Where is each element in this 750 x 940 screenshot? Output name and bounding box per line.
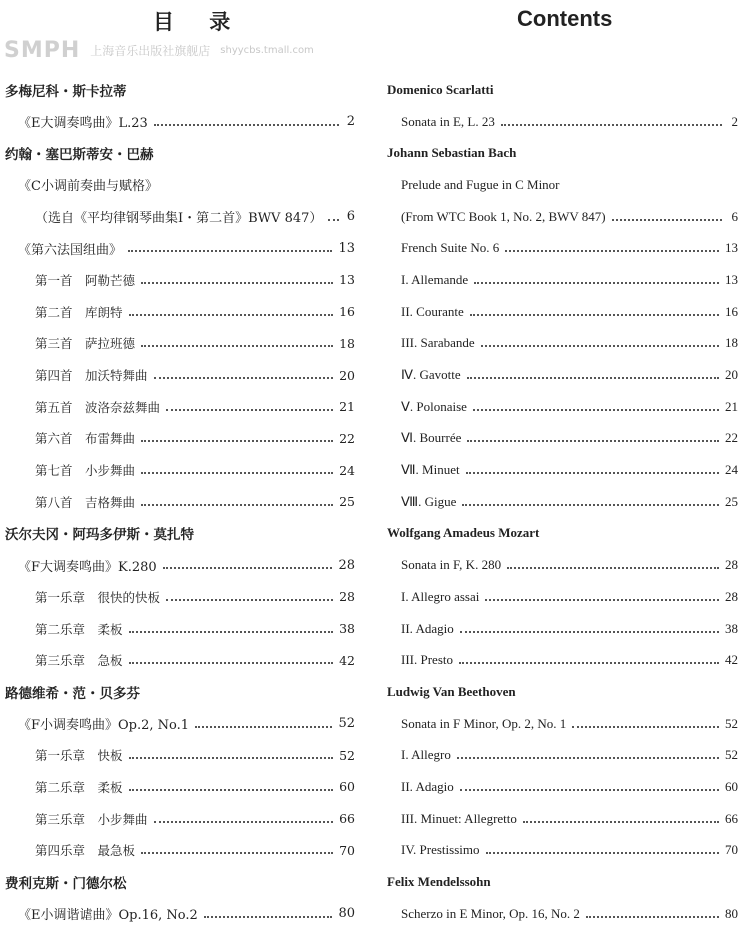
entry-title: III. Minuet: Allegretto bbox=[401, 810, 517, 826]
dot-leader bbox=[467, 440, 719, 442]
entry-title: Ⅶ. Minuet bbox=[401, 462, 460, 478]
toc-entry bbox=[387, 106, 738, 138]
page-number: 42 bbox=[339, 652, 355, 668]
toc-entry bbox=[5, 106, 355, 138]
page-number: 70 bbox=[339, 842, 355, 858]
dot-leader bbox=[473, 409, 719, 411]
page-number: 52 bbox=[725, 715, 738, 731]
entry-title: 第七首 小步舞曲 bbox=[35, 463, 136, 479]
entry-title: French Suite No. 6 bbox=[401, 240, 500, 256]
watermark bbox=[4, 36, 314, 66]
entry-title: Prelude and Fugue in C Minor bbox=[401, 176, 560, 192]
entry-title: 第二首 库朗特 bbox=[35, 304, 123, 320]
entry-title: III. Presto bbox=[401, 652, 453, 668]
page-number: 28 bbox=[725, 588, 738, 604]
dot-leader bbox=[154, 124, 339, 126]
entry-title: Sonata in E, L. 23 bbox=[401, 113, 495, 129]
page-number: 66 bbox=[725, 810, 738, 826]
page-number: 52 bbox=[725, 747, 738, 763]
page-number: 52 bbox=[339, 747, 355, 763]
page-number: 18 bbox=[725, 335, 738, 351]
dot-leader bbox=[129, 631, 334, 633]
entry-title: Wolfgang Amadeus Mozart bbox=[387, 525, 540, 541]
entry-title: 第八首 吉格舞曲 bbox=[35, 494, 136, 510]
toc-entry bbox=[387, 201, 738, 233]
page-number: 60 bbox=[339, 779, 355, 795]
dot-leader bbox=[195, 726, 332, 728]
dot-leader bbox=[507, 567, 719, 569]
entry-title: 《F大调奏鸣曲》K.280 bbox=[18, 559, 157, 575]
page-number: 13 bbox=[338, 240, 355, 256]
toc-entry bbox=[5, 898, 355, 930]
entry-title: Scherzo in E Minor, Op. 16, No. 2 bbox=[401, 905, 580, 921]
toc-entry bbox=[387, 391, 738, 423]
watermark-store: 上海音乐出版社旗舰店 bbox=[90, 44, 211, 58]
dot-leader bbox=[501, 124, 722, 126]
entry-title: （选自《平均律钢琴曲集I・第二首》BWV 847） bbox=[35, 211, 323, 227]
dot-leader bbox=[141, 472, 333, 474]
toc-entry bbox=[387, 613, 738, 645]
watermark-url: shyycbs.tmall.com bbox=[220, 45, 314, 56]
dot-leader bbox=[129, 662, 334, 664]
dot-leader bbox=[154, 377, 334, 379]
toc-entry bbox=[5, 644, 355, 676]
dot-leader bbox=[141, 852, 333, 854]
entry-title: II. Adagio bbox=[401, 620, 454, 636]
page-number: 28 bbox=[339, 589, 355, 605]
entry-title: Ⅴ. Polonaise bbox=[401, 398, 467, 414]
entry-title: 《E小调谐谑曲》Op.16, No.2 bbox=[18, 908, 198, 924]
entry-title: 《F小调奏鸣曲》Op.2, No.1 bbox=[18, 718, 190, 734]
page-number: 28 bbox=[725, 557, 738, 573]
page-number: 28 bbox=[338, 557, 355, 573]
toc-chinese bbox=[5, 74, 355, 930]
dot-leader bbox=[612, 219, 722, 221]
toc-entry bbox=[387, 232, 738, 264]
page-number: 16 bbox=[725, 303, 738, 319]
toc-entry bbox=[5, 613, 355, 645]
entry-title: II. Adagio bbox=[401, 778, 454, 794]
entry-title: 约翰・塞巴斯蒂安・巴赫 bbox=[5, 147, 154, 164]
entry-title: Ludwig Van Beethoven bbox=[387, 683, 516, 699]
toc-entry bbox=[387, 644, 738, 676]
entry-title: Ⅷ. Gigue bbox=[401, 493, 457, 509]
toc-english bbox=[387, 74, 738, 930]
toc-entry bbox=[5, 423, 355, 455]
entry-title: 第五首 波洛奈兹舞曲 bbox=[35, 399, 161, 415]
dot-leader bbox=[163, 567, 333, 569]
entry-title: 第四乐章 最急板 bbox=[35, 843, 136, 859]
dot-leader bbox=[166, 599, 333, 601]
toc-entry bbox=[5, 296, 355, 328]
composer-heading bbox=[5, 74, 355, 106]
toc-entry bbox=[5, 708, 355, 740]
toc-entry bbox=[5, 454, 355, 486]
entry-title: Felix Mendelssohn bbox=[387, 874, 491, 890]
toc-entry bbox=[387, 835, 738, 867]
page-number: 38 bbox=[339, 621, 355, 637]
page-number: 18 bbox=[339, 335, 355, 351]
toc-entry bbox=[387, 296, 738, 328]
dot-leader bbox=[129, 757, 334, 759]
composer-heading bbox=[387, 866, 738, 898]
page-number: 6 bbox=[346, 209, 355, 225]
dot-leader bbox=[457, 757, 719, 759]
page-number: 38 bbox=[725, 620, 738, 636]
entry-title: 《C小调前奏曲与赋格》 bbox=[18, 179, 158, 195]
entry-title: 《第六法国组曲》 bbox=[18, 242, 123, 258]
entry-title: 第二乐章 柔板 bbox=[35, 779, 123, 795]
entry-title: 第三乐章 急板 bbox=[35, 653, 123, 669]
dot-leader bbox=[586, 916, 719, 918]
dot-leader bbox=[523, 821, 719, 823]
dot-leader bbox=[129, 789, 334, 791]
toc-entry bbox=[5, 201, 355, 233]
page-number: 42 bbox=[725, 652, 738, 668]
entry-title: 第一首 阿勒芒德 bbox=[35, 272, 136, 288]
toc-entry bbox=[387, 549, 738, 581]
page-number: 66 bbox=[339, 811, 355, 827]
toc-entry bbox=[387, 739, 738, 771]
page-number: 24 bbox=[725, 462, 738, 478]
toc-entry bbox=[5, 771, 355, 803]
dot-leader bbox=[470, 314, 719, 316]
entry-title: 第四首 加沃特舞曲 bbox=[35, 368, 148, 384]
composer-heading bbox=[387, 676, 738, 708]
entry-title: 第三首 萨拉班德 bbox=[35, 336, 136, 352]
toc-entry bbox=[5, 264, 355, 296]
dot-leader bbox=[459, 662, 719, 664]
dot-leader bbox=[467, 377, 719, 379]
toc-entry bbox=[5, 169, 355, 201]
composer-heading bbox=[387, 518, 738, 550]
dot-leader bbox=[141, 345, 333, 347]
dot-leader bbox=[460, 631, 719, 633]
composer-heading bbox=[5, 518, 355, 550]
entry-title: 《E大调奏鸣曲》L.23 bbox=[18, 116, 148, 132]
entry-title: 第二乐章 柔板 bbox=[35, 621, 123, 637]
page-number: 24 bbox=[339, 462, 355, 478]
entry-title: I. Allegro assai bbox=[401, 588, 480, 604]
toc-entry bbox=[387, 328, 738, 360]
entry-title: 沃尔夫冈・阿玛多伊斯・莫扎特 bbox=[5, 527, 194, 544]
page-number: 13 bbox=[725, 271, 738, 287]
page-number: 25 bbox=[339, 494, 355, 510]
entry-title: Domenico Scarlatti bbox=[387, 81, 494, 97]
dot-leader bbox=[166, 409, 333, 411]
dot-leader bbox=[460, 789, 719, 791]
page-number: 22 bbox=[725, 430, 738, 446]
entry-title: 第三乐章 小步舞曲 bbox=[35, 811, 148, 827]
page-number: 2 bbox=[346, 114, 355, 130]
entry-title: 多梅尼科・斯卡拉蒂 bbox=[5, 83, 127, 100]
page-number: 25 bbox=[725, 493, 738, 509]
entry-title: 路德维希・范・贝多芬 bbox=[5, 685, 140, 702]
entry-title: Ⅵ. Bourrée bbox=[401, 430, 462, 446]
entry-title: III. Sarabande bbox=[401, 335, 475, 351]
toc-entry bbox=[5, 739, 355, 771]
toc-entry bbox=[387, 486, 738, 518]
dot-leader bbox=[128, 250, 332, 252]
toc-entry bbox=[387, 264, 738, 296]
page-number: 21 bbox=[339, 399, 355, 415]
toc-entry bbox=[387, 898, 738, 930]
page-number: 13 bbox=[725, 240, 738, 256]
toc-entry bbox=[5, 232, 355, 264]
dot-leader bbox=[328, 219, 339, 221]
entry-title: Sonata in F Minor, Op. 2, No. 1 bbox=[401, 715, 567, 731]
toc-entry bbox=[5, 835, 355, 867]
entry-title: II. Courante bbox=[401, 303, 464, 319]
dot-leader bbox=[141, 440, 333, 442]
page-number: 80 bbox=[338, 906, 355, 922]
page-number: 52 bbox=[338, 716, 355, 732]
toc-entry bbox=[387, 803, 738, 835]
composer-heading bbox=[387, 137, 738, 169]
dot-leader bbox=[462, 504, 719, 506]
page-number: 16 bbox=[339, 304, 355, 320]
dot-leader bbox=[474, 282, 719, 284]
entry-title: 费利克斯・门德尔松 bbox=[5, 876, 127, 893]
dot-leader bbox=[141, 282, 333, 284]
entry-title: Johann Sebastian Bach bbox=[387, 145, 517, 161]
dot-leader bbox=[505, 250, 719, 252]
toc-entry bbox=[5, 328, 355, 360]
page-number: 6 bbox=[731, 208, 738, 224]
entry-title: Sonata in F, K. 280 bbox=[401, 557, 502, 573]
dot-leader bbox=[486, 852, 720, 854]
page-number: 70 bbox=[725, 842, 738, 858]
toc-entry bbox=[5, 549, 355, 581]
dot-leader bbox=[481, 345, 719, 347]
toc-entry bbox=[387, 359, 738, 391]
toc-entry bbox=[387, 771, 738, 803]
dot-leader bbox=[466, 472, 719, 474]
page-number: 2 bbox=[731, 113, 738, 129]
entry-title: 第一乐章 很快的快板 bbox=[35, 589, 161, 605]
dot-leader bbox=[572, 726, 719, 728]
page-number: 60 bbox=[725, 778, 738, 794]
composer-heading bbox=[5, 866, 355, 898]
contents-title-chinese: 目 录 bbox=[153, 10, 245, 34]
dot-leader bbox=[141, 504, 333, 506]
page-number: 21 bbox=[725, 398, 738, 414]
entry-title: (From WTC Book 1, No. 2, BWV 847) bbox=[401, 208, 606, 224]
contents-title-english: Contents bbox=[517, 6, 613, 31]
page-number: 22 bbox=[339, 430, 355, 446]
entry-title: 第一乐章 快板 bbox=[35, 748, 123, 764]
toc-entry bbox=[5, 391, 355, 423]
watermark-logo: SMPH bbox=[4, 38, 81, 63]
dot-leader bbox=[129, 314, 334, 316]
dot-leader bbox=[154, 821, 334, 823]
composer-heading bbox=[5, 676, 355, 708]
dot-leader bbox=[485, 599, 719, 601]
toc-entry bbox=[387, 454, 738, 486]
entry-title: Ⅳ. Gavotte bbox=[401, 367, 461, 383]
toc-entry bbox=[387, 581, 738, 613]
toc-entry bbox=[5, 581, 355, 613]
page-number: 20 bbox=[725, 367, 738, 383]
entry-title: 第六首 布雷舞曲 bbox=[35, 431, 136, 447]
toc-entry bbox=[387, 708, 738, 740]
page-number: 20 bbox=[339, 367, 355, 383]
composer-heading bbox=[387, 74, 738, 106]
toc-entry bbox=[5, 359, 355, 391]
toc-entry bbox=[387, 423, 738, 455]
entry-title: I. Allemande bbox=[401, 271, 469, 287]
toc-entry bbox=[5, 803, 355, 835]
toc-entry bbox=[5, 486, 355, 518]
entry-title: I. Allegro bbox=[401, 747, 451, 763]
composer-heading bbox=[5, 137, 355, 169]
page-number: 80 bbox=[725, 905, 738, 921]
toc-entry bbox=[387, 169, 738, 201]
entry-title: IV. Prestissimo bbox=[401, 842, 480, 858]
dot-leader bbox=[204, 916, 333, 918]
page-number: 13 bbox=[339, 272, 355, 288]
